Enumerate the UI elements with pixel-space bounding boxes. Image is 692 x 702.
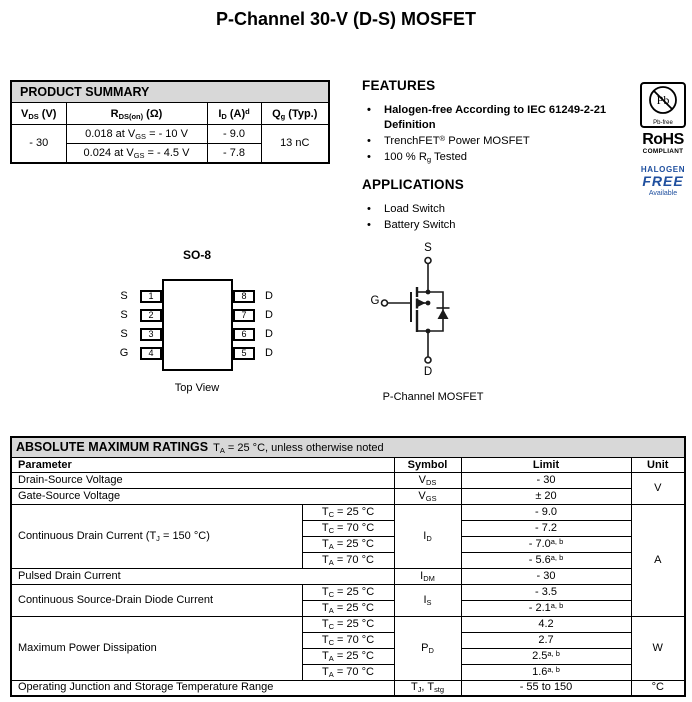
amr-pd-cond-4: $T_A = 70$ °C xyxy=(302,664,394,680)
pin2-box: 2 xyxy=(140,309,162,322)
amr-pd-limit-1: 4.2 xyxy=(461,616,631,632)
ps-id-value-1: - 9.0 xyxy=(207,125,261,144)
amr-title-condition: $T_A = 25$ °C, unless otherwise noted xyxy=(213,442,384,456)
pb-free-icon xyxy=(640,82,686,128)
amr-vds-param: Drain-Source Voltage xyxy=(11,472,394,488)
so8-title: SO-8 xyxy=(182,248,211,262)
ps-rds-value-2: 0.024 at $V_{GS}$ = - 4.5 V xyxy=(66,144,207,163)
amr-vgs-param: Gate-Source Voltage xyxy=(11,488,394,504)
pin5-label: D xyxy=(265,347,273,359)
pin4-box: 4 xyxy=(140,347,162,360)
ps-col-vds: $V_{DS}$ (V) xyxy=(11,103,66,125)
pin1-label: S xyxy=(120,290,128,302)
pin8-box: 8 xyxy=(233,290,255,303)
mosfet-gate-label: G xyxy=(370,295,380,307)
amr-id-param: Continuous Drain Current ($T_J = 150$ °C) xyxy=(11,504,302,568)
pin6-label: D xyxy=(265,328,273,340)
bullet-icon: • xyxy=(367,104,371,116)
features-section xyxy=(362,78,640,234)
amr-col-unit: Unit xyxy=(631,457,685,472)
amr-temp-symbol: $T_J$, $T_{stg}$ xyxy=(394,680,461,696)
amr-is-limit-2: - 2.1$^{a, b}$ xyxy=(461,600,631,616)
amr-idm-limit: - 30 xyxy=(461,568,631,584)
amr-temp-param: Operating Junction and Storage Temperature Range xyxy=(11,680,394,696)
so8-body xyxy=(162,279,233,371)
available-label: Available xyxy=(648,190,678,197)
bullet-icon: • xyxy=(367,203,371,215)
feature-item xyxy=(362,134,640,149)
features-heading: FEATURES xyxy=(362,78,436,93)
table-row xyxy=(11,680,685,696)
bullet-icon: • xyxy=(367,219,371,231)
pin5-box: 5 xyxy=(233,347,255,360)
amr-pd-limit-4: 1.6$^{a, b}$ xyxy=(461,664,631,680)
table-row xyxy=(11,488,685,504)
amr-is-cond-2: $T_A = 25$ °C xyxy=(302,600,394,616)
application-item xyxy=(362,218,640,233)
amr-id-cond-4: $T_A = 70$ °C xyxy=(302,552,394,568)
rohs-label: RoHS xyxy=(642,131,684,148)
amr-pd-param: Maximum Power Dissipation xyxy=(11,616,302,680)
pb-free-label: Pb-free xyxy=(653,120,673,126)
mosfet-schematic xyxy=(360,240,540,412)
product-summary-header: PRODUCT SUMMARY xyxy=(11,81,329,103)
ps-vds-value: - 30 xyxy=(11,125,66,163)
applications-heading: APPLICATIONS xyxy=(362,177,464,192)
feature-text: Halogen-free According to IEC 61249-2-21 Definition xyxy=(384,104,607,131)
amr-idm-param: Pulsed Drain Current xyxy=(11,568,394,584)
amr-pd-cond-3: $T_A = 25$ °C xyxy=(302,648,394,664)
amr-pd-cond-2: $T_C = 70$ °C xyxy=(302,632,394,648)
amr-id-symbol: $I_D$ xyxy=(394,504,461,568)
compliance-badges xyxy=(636,82,690,198)
amr-col-parameter: Parameter xyxy=(11,457,394,472)
amr-vds-symbol: $V_{DS}$ xyxy=(394,472,461,488)
amr-id-limit-1: - 9.0 xyxy=(461,504,631,520)
amr-is-limit-1: - 3.5 xyxy=(461,584,631,600)
amr-col-symbol: Symbol xyxy=(394,457,461,472)
amr-temp-limit: - 55 to 150 xyxy=(461,680,631,696)
amr-id-limit-4: - 5.6$^{a, b}$ xyxy=(461,552,631,568)
amr-is-symbol: $I_S$ xyxy=(394,584,461,616)
feature-text: TrenchFET® Power MOSFET xyxy=(384,134,530,147)
amr-vds-limit: - 30 xyxy=(461,472,631,488)
amr-idm-symbol: $I_{DM}$ xyxy=(394,568,461,584)
table-row xyxy=(11,616,685,632)
amr-pd-limit-3: 2.5$^{a, b}$ xyxy=(461,648,631,664)
amr-col-limit: Limit xyxy=(461,457,631,472)
feature-item xyxy=(362,150,640,165)
pin3-label: S xyxy=(120,328,128,340)
amr-vgs-limit: ± 20 xyxy=(461,488,631,504)
table-row xyxy=(11,504,685,520)
amr-unit-a: A xyxy=(631,504,685,616)
product-summary-table xyxy=(10,80,330,164)
amr-pd-cond-1: $T_C = 25$ °C xyxy=(302,616,394,632)
amr-id-cond-2: $T_C = 70$ °C xyxy=(302,520,394,536)
pin4-label: G xyxy=(119,347,129,359)
pin1-box: 1 xyxy=(140,290,162,303)
ps-qg-value: 13 nC xyxy=(261,125,329,163)
bullet-icon: • xyxy=(367,151,371,163)
rohs-compliant-label: COMPLIANT xyxy=(642,148,684,155)
application-text: Load Switch xyxy=(384,203,445,215)
pin7-label: D xyxy=(265,309,273,321)
feature-item xyxy=(362,103,640,133)
ps-id-value-2: - 7.8 xyxy=(207,144,261,163)
pin7-box: 7 xyxy=(233,309,255,322)
halogen-free-label: FREE xyxy=(642,173,684,189)
mosfet-drain-label: D xyxy=(423,366,433,378)
page-title: P-Channel 30-V (D-S) MOSFET xyxy=(215,9,476,29)
so8-package-diagram xyxy=(100,246,300,406)
table-row xyxy=(11,584,685,600)
amr-id-cond-3: $T_A = 25$ °C xyxy=(302,536,394,552)
feature-text: 100 % $R_g$ Tested xyxy=(384,151,468,165)
pb-label: Pb xyxy=(656,93,670,107)
so8-caption: Top View xyxy=(174,382,220,394)
ps-col-id: $I_D$ $(A)^d$ xyxy=(207,103,261,125)
ps-col-rds: $R_{DS(on)}$ (Ω) xyxy=(66,103,207,125)
amr-title-band xyxy=(11,437,685,457)
amr-title: ABSOLUTE MAXIMUM RATINGS xyxy=(16,440,209,455)
amr-pd-symbol: $P_D$ xyxy=(394,616,461,680)
amr-unit-w: W xyxy=(631,616,685,680)
application-text: Battery Switch xyxy=(384,219,456,231)
pin3-box: 3 xyxy=(140,328,162,341)
halogen-label: HALOGEN xyxy=(640,165,686,174)
amr-id-limit-2: - 7.2 xyxy=(461,520,631,536)
mosfet-source-label: S xyxy=(424,242,432,254)
amr-unit-v: V xyxy=(631,472,685,504)
ps-rds-value-1: 0.018 at $V_{GS}$ = - 10 V xyxy=(66,125,207,144)
mosfet-symbol-icon xyxy=(360,240,540,412)
pin2-label: S xyxy=(120,309,128,321)
amr-pd-limit-2: 2.7 xyxy=(461,632,631,648)
amr-is-param: Continuous Source-Drain Diode Current xyxy=(11,584,302,616)
absolute-maximum-ratings-table xyxy=(10,436,686,697)
application-item xyxy=(362,202,640,217)
mosfet-caption: P-Channel MOSFET xyxy=(382,391,484,403)
table-row xyxy=(11,472,685,488)
pin6-box: 6 xyxy=(233,328,255,341)
amr-vgs-symbol: $V_{GS}$ xyxy=(394,488,461,504)
ps-col-qg: $Q_g$ (Typ.) xyxy=(261,103,329,125)
pin8-label: D xyxy=(265,290,273,302)
bullet-icon: • xyxy=(367,135,371,147)
amr-id-limit-3: - 7.0$^{a, b}$ xyxy=(461,536,631,552)
amr-id-cond-1: $T_C = 25$ °C xyxy=(302,504,394,520)
amr-is-cond-1: $T_C = 25$ °C xyxy=(302,584,394,600)
amr-temp-unit: °C xyxy=(631,680,685,696)
table-row xyxy=(11,568,685,584)
